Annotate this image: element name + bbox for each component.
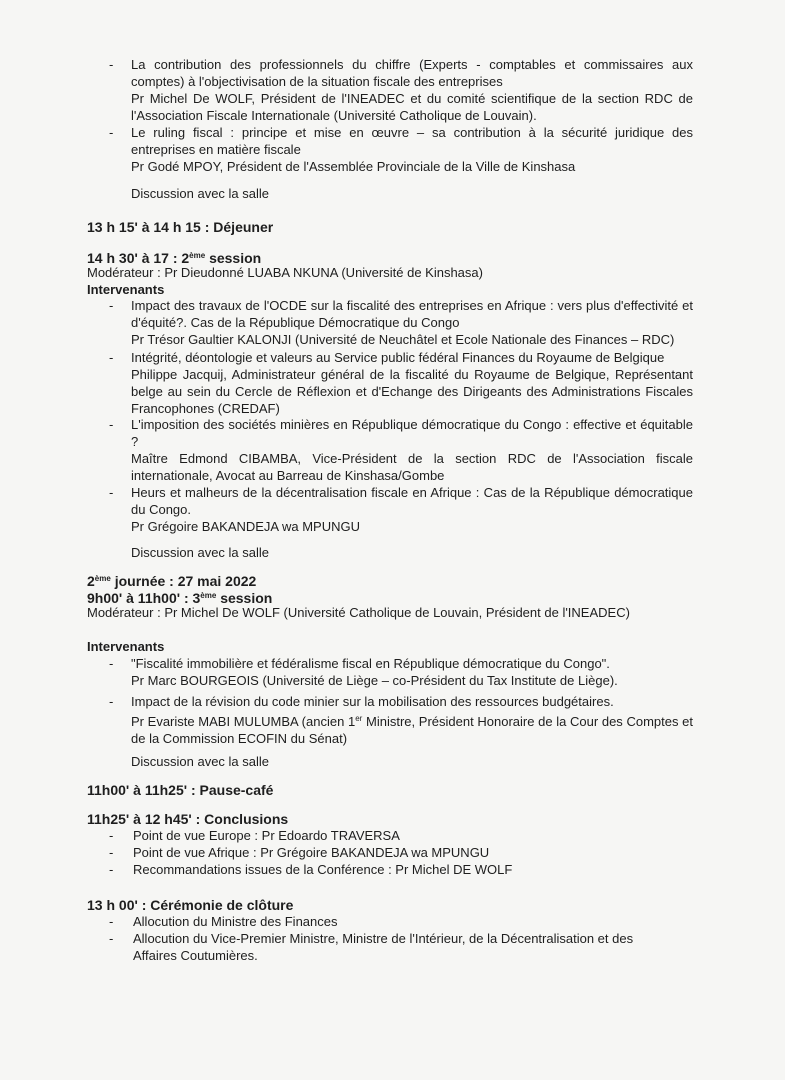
item-speaker: Maître Edmond CIBAMBA, Vice-Président de la section RDC de l'Association fiscale internationale, Avocat au Barreau de Kinshasa/Gombe	[131, 451, 693, 483]
item-speaker: Pr Trésor Gaultier KALONJI (Université de Neuchâtel et Ecole Nationale des Finances – RDC)	[131, 332, 675, 347]
list-item	[131, 693, 693, 747]
item-title: Le ruling fiscal : principe et mise en œuvre – sa contribution à la sécurité juridique des entreprises en matière fiscale	[131, 125, 693, 157]
bullet-dash: -	[109, 125, 114, 140]
item-speaker: Philippe Jacquij, Administrateur général de la fiscalité du Royaume de Belgique, Représentant belge au sein du Cercle de Réflexion et d'Echange des Dirigeants des Administrations Fiscales Francophones (CREDAF)	[131, 367, 693, 416]
bullet-dash: -	[109, 828, 114, 843]
item-title: Heurs et malheurs de la décentralisation fiscale en Afrique : Cas de la République démocratique du Congo.	[131, 485, 693, 517]
bullet-dash: -	[109, 350, 114, 365]
item-title: Impact des travaux de l'OCDE sur la fiscalité des entreprises en Afrique : vers plus d'effectivité et d'équité?. Cas de la République Démocratique du Congo	[131, 298, 693, 330]
bullet-dash: -	[109, 298, 114, 313]
bullet-dash: -	[109, 931, 114, 946]
session2-moderator: Modérateur : Pr Dieudonné LUABA NKUNA (Université de Kinshasa)	[87, 265, 483, 280]
list-item	[131, 655, 693, 689]
session3-heading: 9h00' à 11h00' : 3ème session	[87, 590, 273, 606]
list-item	[131, 484, 693, 535]
closing-heading: 13 h 00' : Cérémonie de clôture	[87, 897, 294, 913]
discussion-note: Discussion avec la salle	[131, 186, 270, 201]
item-title: L'imposition des sociétés minières en République démocratique du Congo : effective et équitable ?	[131, 417, 693, 449]
list-item: Allocution du Vice-Premier Ministre, Ministre de l'Intérieur, de la Décentralisation et des Affaires Coutumières.	[133, 931, 634, 963]
list-item: Point de vue Europe : Pr Edoardo TRAVERSA	[133, 828, 400, 843]
bullet-dash: -	[109, 57, 114, 72]
bullet-dash: -	[109, 417, 114, 432]
item-speaker: Pr Michel De WOLF, Président de l'INEADEC et du comité scientifique de la section RDC de l'Association Fiscale Internationale (Université Catholique de Louvain).	[131, 91, 693, 123]
bullet-dash: -	[109, 656, 114, 671]
bullet-dash: -	[109, 914, 114, 929]
lunch-heading: 13 h 15' à 14 h 15 : Déjeuner	[87, 219, 274, 235]
list-item	[131, 416, 693, 484]
day2-heading: 2ème journée : 27 mai 2022	[87, 573, 257, 589]
intervenants-label: Intervenants	[87, 282, 165, 297]
discussion-note: Discussion avec la salle	[131, 754, 270, 769]
intervenants-label: Intervenants	[87, 639, 165, 654]
conclusions-heading: 11h25' à 12 h45' : Conclusions	[87, 811, 289, 827]
bullet-dash: -	[109, 485, 114, 500]
item-speaker: Pr Grégoire BAKANDEJA wa MPUNGU	[131, 519, 361, 534]
session3-moderator: Modérateur : Pr Michel De WOLF (Université Catholique de Louvain, Président de l'INEADEC)	[87, 605, 630, 620]
bullet-dash: -	[109, 862, 114, 877]
list-item: Point de vue Afrique : Pr Grégoire BAKANDEJA wa MPUNGU	[133, 845, 490, 860]
item-title: La contribution des professionnels du chiffre (Experts - comptables et commissaires aux comptes) à l'objectivisation de la situation fiscale des entreprises	[131, 57, 693, 89]
item-speaker: Pr Marc BOURGEOIS (Université de Liège – co-Président du Tax Institute de Liège).	[131, 673, 618, 688]
list-item: Recommandations issues de la Conférence : Pr Michel DE WOLF	[133, 862, 513, 877]
item-title: "Fiscalité immobilière et fédéralisme fiscal en République démocratique du Congo".	[131, 656, 610, 671]
list-item: Allocution du Ministre des Finances	[133, 914, 338, 929]
list-item	[131, 56, 693, 124]
bullet-dash: -	[109, 845, 114, 860]
item-title: Intégrité, déontologie et valeurs au Service public fédéral Finances du Royaume de Belgique	[131, 350, 665, 365]
item-speaker: Pr Evariste MABI MULUMBA (ancien 1er Ministre, Président Honoraire de la Cour des Comptes et de la Commission ECOFIN du Sénat)	[131, 714, 693, 746]
discussion-note: Discussion avec la salle	[131, 545, 270, 560]
item-title: Impact de la révision du code minier sur la mobilisation des ressources budgétaires.	[131, 694, 614, 709]
pause-heading: 11h00' à 11h25' : Pause-café	[87, 782, 274, 798]
list-item	[131, 124, 693, 175]
bullet-dash: -	[109, 694, 114, 709]
session2-heading: 14 h 30' à 17 : 2ème session	[87, 250, 262, 266]
list-item	[131, 349, 693, 417]
list-item	[131, 297, 693, 348]
item-speaker: Pr Godé MPOY, Président de l'Assemblée Provinciale de la Ville de Kinshasa	[131, 159, 576, 174]
